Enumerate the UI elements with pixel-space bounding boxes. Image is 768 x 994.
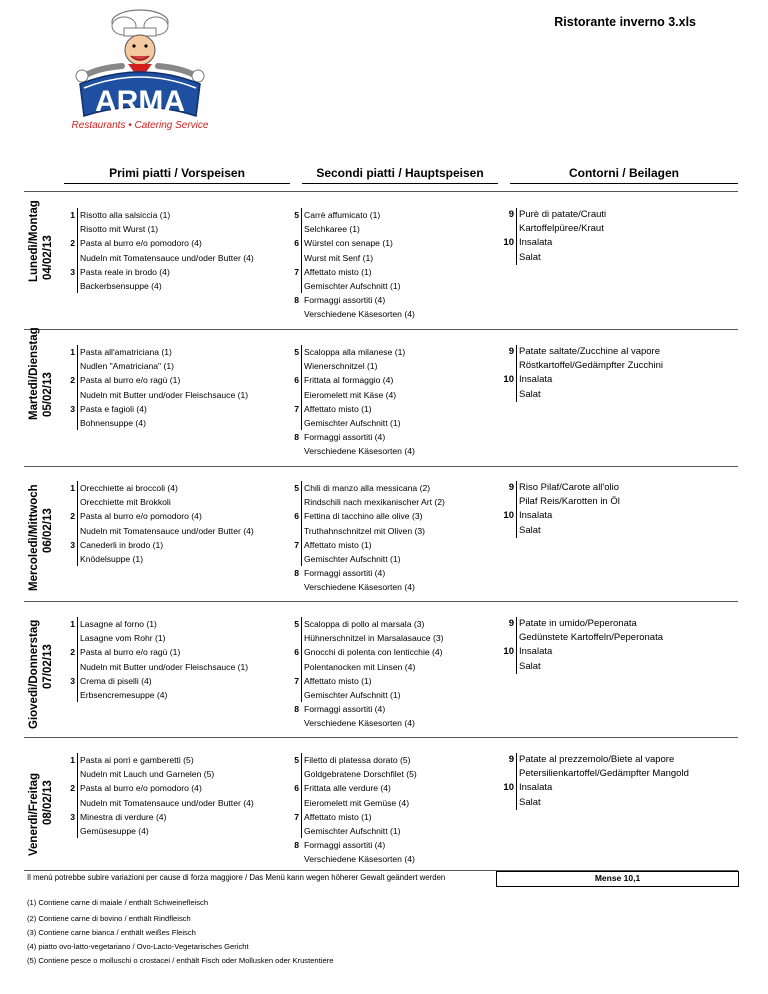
menu-item (294, 345, 499, 359)
menu-item (301, 796, 499, 810)
menu-item (516, 767, 736, 781)
menu-item (301, 660, 499, 674)
item-text: Purè di patate/Crauti (519, 209, 607, 220)
item-text: Wienerschnitzel (1) (304, 361, 378, 372)
item-number: 6 (294, 238, 299, 249)
item-text: Verschiedene Käsesorten (4) (304, 854, 415, 865)
item-number: 1 (70, 619, 75, 629)
menu-item (70, 617, 287, 631)
menu-item (516, 796, 736, 810)
item-text: Pasta al burro e/o ragù (1) (80, 647, 181, 658)
menu-item (70, 753, 287, 767)
item-text: Affettato misto (1) (304, 266, 372, 277)
item-number: 10 (503, 510, 514, 522)
item-text: Gemischter Aufschnitt (1) (304, 689, 401, 700)
menu-column-secondi (294, 753, 499, 867)
item-number: 8 (294, 432, 299, 443)
menu-column-contorni (503, 753, 736, 810)
menu-item (301, 580, 499, 594)
item-text: Insalata (519, 374, 553, 386)
day-name: Martedì/Dienstag (28, 327, 40, 420)
menu-column-secondi (294, 481, 499, 595)
item-text: Crema di piselli (4) (80, 675, 152, 686)
item-text: Frittata alle verdure (4) (304, 783, 391, 794)
menu-item (301, 251, 499, 265)
day-name: Lunedì/Montag (28, 200, 40, 282)
menu-item (503, 781, 736, 795)
footnote: (4) piatto ovo-latto-vegetariano / Ovo-Lacto-Vegetarisches Gericht (27, 942, 249, 951)
item-number: 8 (294, 840, 299, 851)
item-text: Pasta al burro e/o pomodoro (4) (80, 511, 202, 522)
item-number: 1 (70, 755, 75, 765)
item-text: Pasta ai porri e gamberetti (5) (80, 755, 194, 765)
menu-column-primi (70, 617, 287, 702)
item-text: Carrè affumicato (1) (304, 210, 381, 220)
menu-item (301, 444, 499, 458)
menu-item (294, 674, 499, 688)
day-date: 08/02/13 (42, 780, 54, 825)
item-number: 5 (294, 755, 299, 765)
menu-item (70, 208, 287, 222)
arma-logo (28, 8, 228, 146)
mense-label: Mense 10,1 (496, 871, 739, 887)
menu-item (294, 566, 499, 580)
item-text: Salat (519, 388, 541, 400)
item-text: Affettato misto (1) (304, 403, 372, 414)
menu-item (294, 509, 499, 523)
item-number: 5 (294, 483, 299, 493)
day-name: Giovedì/Donnerstag (28, 619, 40, 729)
item-text: Eieromelett mit Gemüse (4) (304, 797, 410, 808)
menu-item (77, 552, 287, 566)
item-number: 8 (294, 568, 299, 579)
item-number: 9 (508, 482, 514, 493)
item-number: 9 (508, 618, 514, 629)
menu-item (301, 524, 499, 538)
menu-item (301, 767, 499, 781)
menu-item (301, 307, 499, 321)
item-number: 3 (70, 539, 75, 550)
item-number: 7 (294, 539, 299, 550)
menu-item (301, 852, 499, 866)
item-text: Lasagne al forno (1) (80, 619, 157, 629)
item-number: 8 (294, 704, 299, 715)
item-text: Insalata (519, 237, 553, 249)
item-text: Insalata (519, 782, 553, 794)
item-text: Knödelsuppe (1) (80, 553, 144, 564)
menu-item (70, 345, 287, 359)
item-number: 10 (503, 782, 514, 794)
item-text: Wurst mit Senf (1) (304, 252, 374, 263)
item-number: 6 (294, 647, 299, 658)
menu-item (508, 753, 736, 767)
menu-item (294, 538, 499, 552)
item-text: Pasta al burro e/o pomodoro (4) (80, 238, 202, 249)
item-text: Selchkaree (1) (304, 224, 360, 235)
item-text: Gemischter Aufschnitt (1) (304, 825, 401, 836)
item-number: 2 (70, 783, 75, 794)
menu-item (77, 824, 287, 838)
item-number: 7 (294, 266, 299, 277)
item-text: Canederli in brodo (1) (80, 539, 164, 550)
item-text: Risotto mit Wurst (1) (80, 224, 159, 235)
menu-item (294, 702, 499, 716)
header-primi: Primi piatti / Vorspeisen (64, 165, 290, 184)
menu-item (301, 359, 499, 373)
item-number: 2 (70, 238, 75, 249)
separator-line (24, 191, 738, 192)
logo-brand: ARMA (95, 85, 185, 118)
item-text: Scaloppa alla milanese (1) (304, 347, 406, 357)
menu-column-secondi (294, 345, 499, 459)
logo-tagline: Restaurants • Catering Service (71, 120, 209, 131)
item-text: Petersilienkartoffel/Gedämpfter Mangold (519, 768, 689, 780)
day-date: 04/02/13 (42, 235, 54, 280)
item-text: Insalata (519, 646, 553, 658)
menu-item (516, 251, 736, 265)
day-date: 05/02/13 (42, 372, 54, 417)
menu-item (294, 781, 499, 795)
item-text: Pasta all'amatriciana (1) (80, 347, 172, 357)
menu-column-primi (70, 753, 287, 838)
item-text: Minestra di verdure (4) (80, 811, 167, 822)
menu-item (294, 293, 499, 307)
item-text: Pasta al burro e/o pomodoro (4) (80, 783, 202, 794)
item-text: Scaloppa di pollo al marsala (3) (304, 619, 425, 629)
menu-item (77, 388, 287, 402)
item-text: Lasagne vom Rohr (1) (80, 633, 166, 644)
item-text: Nudeln mit Butter und/oder Fleischsauce (1) (80, 661, 249, 672)
menu-column-primi (70, 481, 287, 566)
item-text: Affettato misto (1) (304, 539, 372, 550)
separator-line (24, 601, 738, 602)
item-text: Filetto di platessa dorato (5) (304, 755, 411, 765)
item-number: 1 (70, 347, 75, 357)
menu-item (77, 660, 287, 674)
item-number: 9 (508, 754, 514, 765)
menu-item (516, 524, 736, 538)
menu-item (77, 524, 287, 538)
item-text: Gemischter Aufschnitt (1) (304, 553, 401, 564)
menu-item (70, 509, 287, 523)
item-text: Patate al prezzemolo/Biete al vapore (519, 754, 675, 765)
menu-item (294, 265, 499, 279)
menu-item (77, 279, 287, 293)
menu-item (70, 265, 287, 279)
menu-item (70, 402, 287, 416)
item-number: 9 (508, 209, 514, 220)
menu-column-contorni (503, 481, 736, 538)
menu-column-contorni (503, 345, 736, 402)
menu-item (77, 688, 287, 702)
day-name: Venerdì/Freitag (28, 772, 40, 856)
item-number: 2 (70, 511, 75, 522)
menu-item (294, 208, 499, 222)
item-text: Salat (519, 796, 541, 808)
item-number: 3 (70, 266, 75, 277)
item-number: 7 (294, 403, 299, 414)
menu-item (77, 416, 287, 430)
item-text: Riso Pilaf/Carote all'olio (519, 482, 620, 493)
item-number: 3 (70, 403, 75, 414)
header-secondi: Secondi piatti / Hauptspeisen (302, 165, 498, 184)
item-text: Gemischter Aufschnitt (1) (304, 417, 401, 428)
menu-item (503, 373, 736, 387)
separator-line (24, 466, 738, 467)
item-text: Patate saltate/Zucchine al vapore (519, 346, 661, 357)
menu-column-secondi (294, 208, 499, 322)
menu-item (294, 753, 499, 767)
menu-item (70, 373, 287, 387)
item-text: Truthahnschnitzel mit Oliven (3) (304, 525, 425, 536)
item-text: Polentanocken mit Linsen (4) (304, 661, 416, 672)
footnote-disclaimer: Il menù potrebbe subire variazioni per cause di forza maggiore / Das Menü kann wegen höherer Gewalt geändert werden (27, 873, 446, 882)
item-text: Salat (519, 524, 541, 536)
menu-item (301, 688, 499, 702)
item-text: Nudeln mit Tomatensauce und/oder Butter (4) (80, 525, 254, 536)
menu-item (294, 481, 499, 495)
menu-item (503, 645, 736, 659)
item-text: Bohnensuppe (4) (80, 417, 146, 428)
menu-column-primi (70, 208, 287, 293)
item-text: Nudeln mit Tomatensauce und/oder Butter (4) (80, 797, 254, 808)
item-text: Pilaf Reis/Karotten in Öl (519, 496, 620, 508)
menu-item (294, 617, 499, 631)
menu-item (77, 495, 287, 509)
footnote: (1) Contiene carne di maiale / enthält Schweinefleisch (27, 898, 209, 907)
menu-item (70, 538, 287, 552)
item-number: 6 (294, 511, 299, 522)
menu-item (77, 631, 287, 645)
item-text: Frittata al formaggio (4) (304, 375, 394, 386)
item-text: Verschiedene Käsesorten (4) (304, 582, 415, 593)
menu-item (301, 388, 499, 402)
item-text: Affettato misto (1) (304, 811, 372, 822)
item-text: Nudeln mit Tomatensauce und/oder Butter (4) (80, 252, 254, 263)
menu-item (77, 359, 287, 373)
menu-item (508, 208, 736, 222)
item-number: 6 (294, 783, 299, 794)
menu-item (516, 359, 736, 373)
menu-item (294, 838, 499, 852)
item-text: Goldgebratene Dorschfilet (5) (304, 769, 417, 780)
item-number: 5 (294, 347, 299, 357)
menu-column-secondi (294, 617, 499, 731)
menu-column-primi (70, 345, 287, 430)
menu-item (508, 617, 736, 631)
item-number: 6 (294, 375, 299, 386)
menu-item (294, 645, 499, 659)
menu-column-contorni (503, 208, 736, 265)
item-text: Erbsencremesuppe (4) (80, 689, 168, 700)
item-text: Verschiedene Käsesorten (4) (304, 718, 415, 729)
item-text: Salat (519, 251, 541, 263)
item-text: Rindschili nach mexikanischer Art (2) (304, 497, 445, 508)
separator-line (24, 737, 738, 738)
item-text: Gemüsesuppe (4) (80, 825, 149, 836)
item-text: Würstel con senape (1) (304, 238, 393, 249)
item-text: Pasta e fagioli (4) (80, 403, 147, 414)
item-number: 3 (70, 811, 75, 822)
item-text: Risotto alla salsiccia (1) (80, 210, 171, 220)
menu-item (77, 251, 287, 265)
menu-item (301, 279, 499, 293)
item-text: Röstkartoffel/Gedämpfter Zucchini (519, 360, 663, 372)
item-text: Formaggi assortiti (4) (304, 840, 386, 851)
item-number: 1 (70, 210, 75, 220)
menu-item (77, 222, 287, 236)
item-text: Kartoffelpüree/Kraut (519, 223, 604, 235)
item-number: 10 (503, 374, 514, 386)
item-number: 10 (503, 237, 514, 249)
menu-item (77, 796, 287, 810)
item-text: Chili di manzo alla messicana (2) (304, 483, 431, 493)
item-text: Gedünstete Kartoffeln/Peperonata (519, 632, 664, 644)
menu-item (77, 767, 287, 781)
menu-item (503, 509, 736, 523)
item-text: Orecchiette mit Brokkoli (80, 497, 171, 508)
item-number: 9 (508, 346, 514, 357)
item-number: 2 (70, 647, 75, 658)
file-title: Ristorante inverno 3.xls (554, 15, 696, 29)
header-contorni: Contorni / Beilagen (510, 165, 738, 184)
item-text: Verschiedene Käsesorten (4) (304, 446, 415, 457)
item-text: Nudeln mit Lauch und Garnelen (5) (80, 769, 215, 780)
item-text: Nudlen "Amatriciana" (1) (80, 361, 174, 372)
item-text: Gemischter Aufschnitt (1) (304, 280, 401, 291)
item-number: 7 (294, 675, 299, 686)
item-number: 7 (294, 811, 299, 822)
item-number: 1 (70, 483, 75, 493)
item-text: Pasta al burro e/o ragù (1) (80, 375, 181, 386)
menu-item (503, 236, 736, 250)
menu-item (508, 345, 736, 359)
item-text: Fettina di tacchino alle olive (3) (304, 511, 423, 522)
item-text: Eieromelett mit Käse (4) (304, 389, 397, 400)
menu-item (70, 810, 287, 824)
item-number: 2 (70, 375, 75, 386)
menu-item (516, 631, 736, 645)
menu-item (508, 481, 736, 495)
menu-item (70, 781, 287, 795)
item-text: Salat (519, 660, 541, 672)
menu-item (301, 716, 499, 730)
item-text: Nudeln mit Butter und/oder Fleischsauce (1) (80, 389, 249, 400)
day-name: Mercoledì/Mittwoch (28, 484, 40, 591)
menu-item (70, 236, 287, 250)
menu-item (294, 402, 499, 416)
item-number: 3 (70, 675, 75, 686)
menu-item (516, 222, 736, 236)
item-text: Verschiedene Käsesorten (4) (304, 309, 415, 320)
day-date: 07/02/13 (42, 644, 54, 689)
item-text: Hühnerschnitzel in Marsalasauce (3) (304, 633, 444, 644)
item-text: Formaggi assortiti (4) (304, 432, 386, 443)
item-text: Affettato misto (1) (304, 675, 372, 686)
menu-column-contorni (503, 617, 736, 674)
menu-item (301, 824, 499, 838)
item-text: Pasta reale in brodo (4) (80, 266, 170, 277)
item-text: Orecchiette ai broccoli (4) (80, 483, 178, 493)
item-number: 10 (503, 646, 514, 658)
menu-item (294, 236, 499, 250)
menu-item (301, 552, 499, 566)
menu-item (70, 645, 287, 659)
item-text: Insalata (519, 510, 553, 522)
separator-line (24, 329, 738, 330)
item-number: 5 (294, 210, 299, 220)
menu-item (301, 495, 499, 509)
item-text: Formaggi assortiti (4) (304, 295, 386, 306)
menu-item (294, 810, 499, 824)
item-number: 5 (294, 619, 299, 629)
footnote: (3) Contiene carne bianca / enthält weißes Fleisch (27, 928, 196, 937)
item-number: 8 (294, 295, 299, 306)
item-text: Patate in umido/Peperonata (519, 618, 637, 629)
menu-item (294, 430, 499, 444)
day-date: 06/02/13 (42, 508, 54, 553)
menu-item (70, 481, 287, 495)
menu-item (516, 495, 736, 509)
menu-item (301, 631, 499, 645)
menu-item (301, 222, 499, 236)
menu-item (301, 416, 499, 430)
footnote: (2) Contiene carne di bovino / enthält Rindfleisch (27, 914, 191, 923)
menu-item (516, 388, 736, 402)
item-text: Backerbsensuppe (4) (80, 280, 162, 291)
footnote: (5) Contiene pesce o molluschi o crostacei / enthält Fisch oder Mollusken oder Krustentiere (27, 956, 334, 965)
item-text: Formaggi assortiti (4) (304, 704, 386, 715)
menu-item (516, 660, 736, 674)
item-text: Gnocchi di polenta con lenticchie (4) (304, 647, 443, 658)
menu-item (294, 373, 499, 387)
menu-item (70, 674, 287, 688)
item-text: Formaggi assortiti (4) (304, 568, 386, 579)
